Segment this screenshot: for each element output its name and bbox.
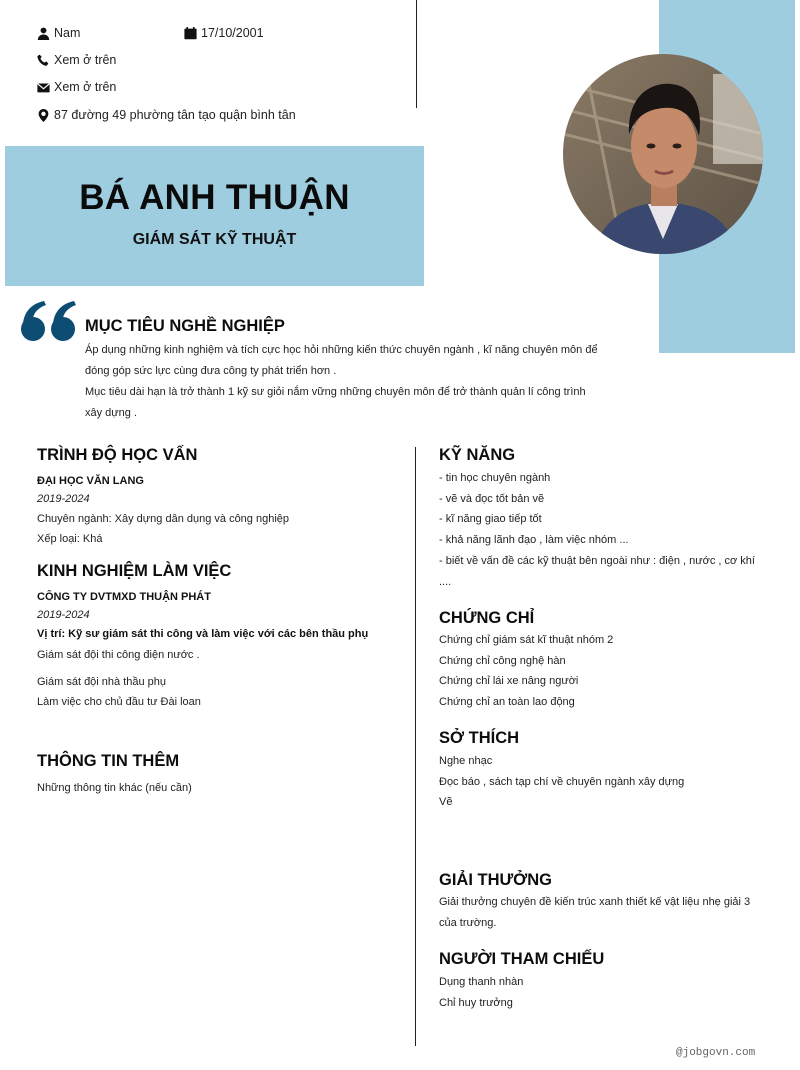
location-pin-icon (37, 109, 50, 122)
experience-period: 2019-2024 (37, 609, 90, 621)
awards-list (439, 892, 750, 933)
list-item: - biết về vấn đề các kỹ thuật bên ngoài như : điện , nước , cơ khí (439, 554, 755, 567)
objective-paragraph-2: Mục tiêu dài hạn là trở thành 1 kỹ sư giỏi nắm vững những chuyên môn để trở thành quản lí công trình xây dựng . (85, 386, 586, 419)
calendar-icon (184, 27, 197, 40)
phone-icon (37, 54, 50, 67)
list-item: Nghe nhạc (439, 755, 493, 767)
list-item: Dụng thanh nhàn (439, 976, 524, 988)
company-name: CÔNG TY DVTMXD THUẬN PHÁT (37, 591, 211, 603)
list-item: của trường. (439, 916, 497, 929)
profile-photo (563, 54, 763, 254)
skills-list (439, 468, 755, 592)
experience-position: Vị trí: Kỹ sư giám sát thi công và làm việc với các bên thầu phụ (37, 628, 369, 640)
references-heading: NGƯỜI THAM CHIẾU (439, 950, 605, 968)
full-name: BÁ ANH THUẬN (79, 178, 350, 217)
birthdate: 17/10/2001 (201, 26, 264, 40)
list-item: Chứng chỉ công nghệ hàn (439, 654, 566, 667)
watermark: @jobgovn.com (676, 1047, 756, 1059)
list-item: Giám sát đội nhà thầu phụ (37, 675, 167, 688)
hobbies-heading: SỞ THÍCH (439, 729, 520, 747)
list-item: Chứng chỉ lái xe nâng người (439, 675, 579, 688)
objective-paragraph-1: Áp dụng những kinh nghiệm và tích cực học hỏi những kiến thức chuyên ngành , kĩ năng chuyên môn để đóng góp sức lực cùng đưa công ty phát triển hơn . (85, 344, 598, 377)
school-name: ĐẠI HỌC VĂN LANG (37, 475, 144, 487)
header-divider (416, 0, 417, 108)
column-divider (415, 447, 416, 1046)
education-heading: TRÌNH ĐỘ HỌC VẤN (37, 446, 198, 464)
list-item: - kĩ năng giao tiếp tốt (439, 513, 542, 526)
education-grade: Xếp loại: Khá (37, 533, 103, 545)
list-item: Giám sát đội thi công điện nước . (37, 649, 200, 661)
objective-heading: MỤC TIÊU NGHỀ NGHIỆP (85, 317, 285, 335)
list-item: Làm việc cho chủ đầu tư Đài loan (37, 696, 201, 709)
experience-duties (37, 645, 201, 713)
extra-text: Những thông tin khác (nếu cần) (37, 782, 192, 794)
list-item: Chỉ huy trưởng (439, 996, 513, 1009)
references-list (439, 972, 523, 1013)
address-row (37, 108, 296, 122)
name-banner (5, 146, 424, 286)
address: 87 đường 49 phường tân tạo quận bình tân (54, 108, 296, 122)
list-item: .... (439, 575, 452, 588)
list-item: Đọc báo , sách tạp chí về chuyên ngành xây dựng (439, 775, 685, 788)
email: Xem ở trên (54, 80, 117, 94)
list-item: - vẽ và đọc tốt bản vẽ (439, 492, 545, 505)
list-item: Vẽ (439, 796, 453, 809)
person-icon (37, 27, 50, 40)
education-major: Chuyên ngành: Xây dựng dân dụng và công nghiệp (37, 513, 290, 525)
objective-text (85, 340, 605, 424)
phone-row (37, 53, 116, 67)
extra-heading: THÔNG TIN THÊM (37, 752, 180, 770)
birthdate-row (184, 26, 264, 40)
job-title: GIÁM SÁT KỸ THUẬT (132, 231, 297, 248)
certificates-list (439, 630, 613, 713)
hobbies-list (439, 751, 684, 813)
education-period: 2019-2024 (37, 493, 90, 505)
experience-heading: KINH NGHIỆM LÀM VIỆC (37, 562, 232, 580)
gender-row (37, 26, 80, 40)
envelope-icon (37, 81, 50, 94)
skills-heading: KỸ NĂNG (439, 446, 516, 464)
list-item: - khả năng lãnh đạo , làm việc nhóm ... (439, 534, 629, 547)
quote-icon (20, 300, 78, 344)
gender: Nam (54, 26, 81, 40)
email-row (37, 80, 116, 94)
certificates-heading: CHỨNG CHỈ (439, 609, 535, 627)
list-item: - tin học chuyên ngành (439, 472, 551, 484)
phone: Xem ở trên (54, 53, 117, 67)
list-item: Chứng chỉ an toàn lao động (439, 696, 575, 709)
awards-heading: GIẢI THƯỞNG (439, 871, 553, 889)
list-item: Chứng chỉ giám sát kĩ thuật nhóm 2 (439, 634, 614, 646)
list-item: Giải thưởng chuyên đề kiến trúc xanh thiết kế vật liệu nhẹ giải 3 (439, 896, 751, 908)
